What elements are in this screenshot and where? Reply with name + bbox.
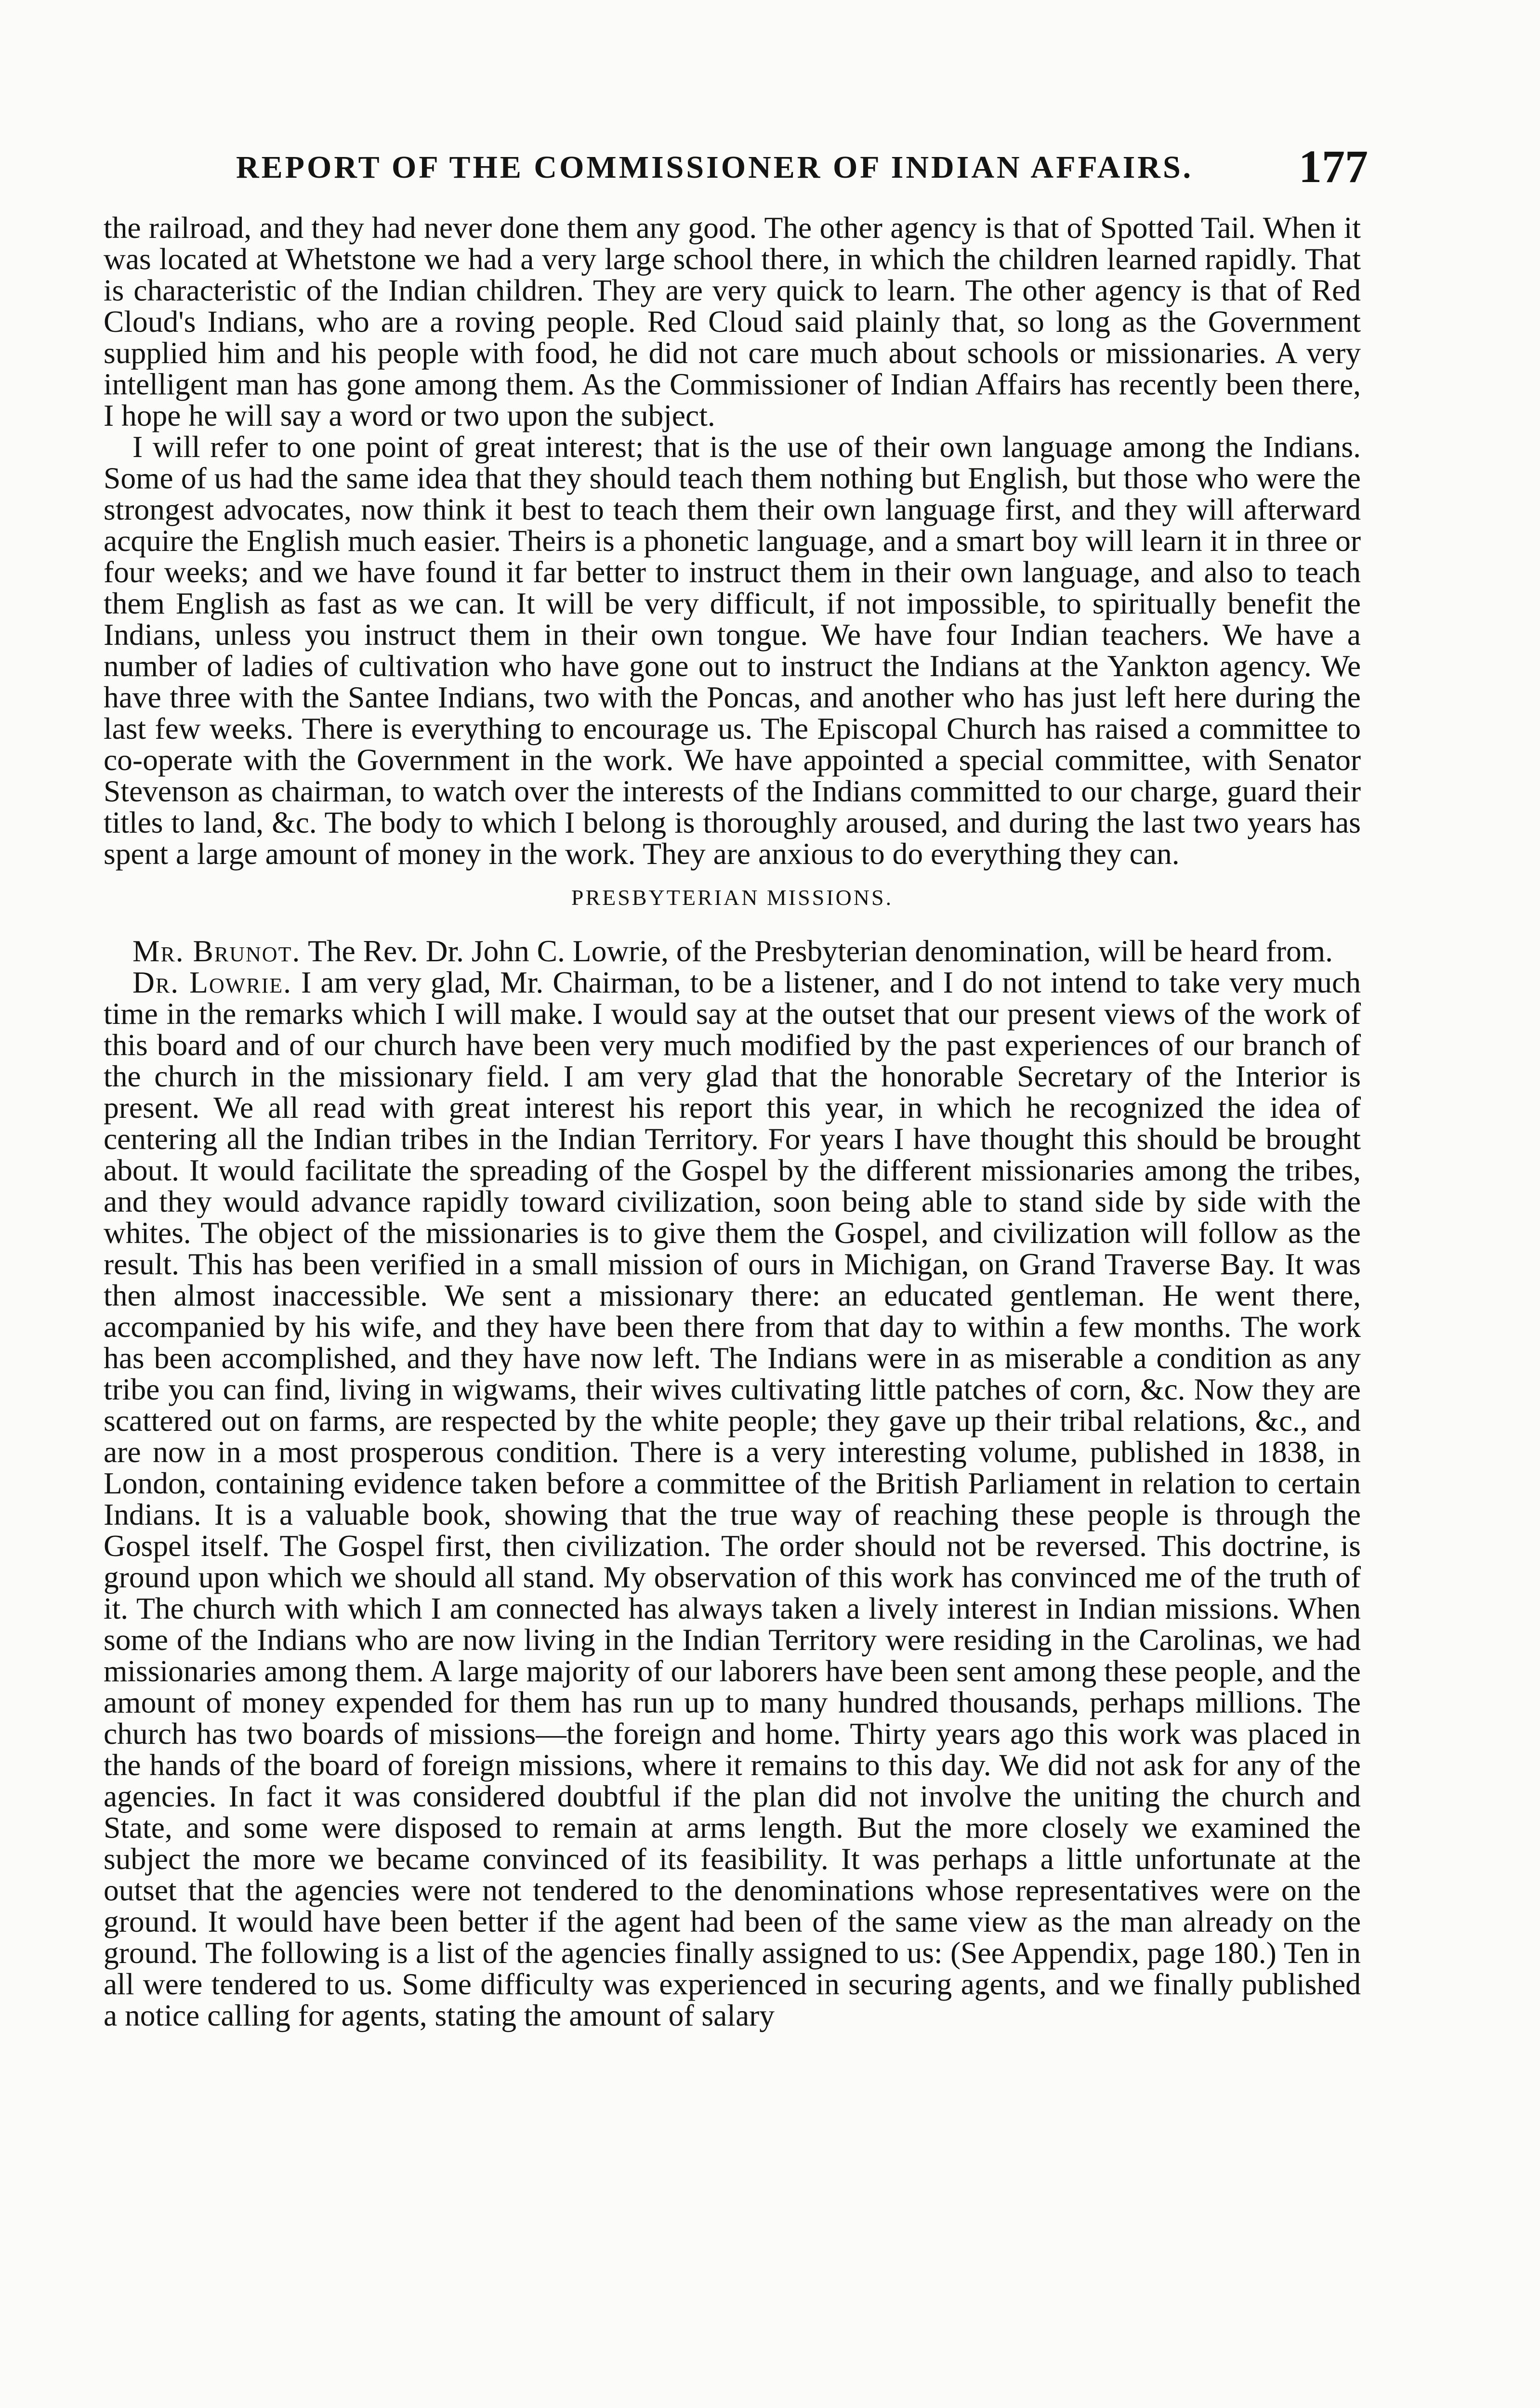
running-head: REPORT OF THE COMMISSIONER OF INDIAN AFFAIRS.: [236, 150, 1194, 185]
paragraph-lowrie: [104, 967, 1361, 2031]
page-number: 177: [1299, 141, 1368, 192]
paragraph: I will refer to one point of great interest; that is the use of their own language among the Indians. Some of us had the same idea that they should teach them nothing but English, but those who were the strongest advocates, now think it best to teach them their own language first, and they will afterward acquire the English much easier. Theirs is a phonetic language, and a smart boy will learn it in three or four weeks; and we have found it far better to instruct them in their own language, and also to teach them English as fast as we can. It will be very difficult, if not impossible, to spiritually benefit the Indians, unless you instruct them in their own tongue. We have four Indian teachers. We have a number of ladies of cultivation who have gone out to instruct the Indians at the Yankton agency. We have three with the Santee Indians, two with the Poncas, and another who has just left here during the last few weeks. There is everything to encourage us. The Episcopal Church has raised a committee to co-operate with the Government in the work. We have appointed a special committee, with Senator Stevenson as chairman, to watch over the interests of the Indians committed to our charge, guard their titles to land, &c. The body to which I belong is thoroughly aroused, and during the last two years has spent a large amount of money in the work. They are anxious to do everything they can.: [104, 430, 1361, 871]
speaker-name: Mr. Brunot.: [132, 934, 301, 968]
section-heading: PRESBYTERIAN MISSIONS.: [571, 885, 894, 910]
body-text: [104, 212, 1361, 2031]
paragraph-brunot: [104, 935, 1361, 967]
page-header: [183, 139, 1368, 196]
paragraph: the railroad, and they had never done them any good. The other agency is that of Spotted Tail. When it was located at Whetstone we had a very large school there, in which the children learned rapidly. That is characteristic of the Indian children. They are very quick to learn. The other agency is that of Red Cloud's Indians, who are a roving people. Red Cloud said plainly that, so long as the Government supplied him and his people with food, he did not care much about schools or missionaries. A very intelligent man has gone among them. As the Commissioner of Indian Affairs has recently been there, I hope he will say a word or two upon the subject.: [104, 210, 1361, 432]
speech-text: I am very glad, Mr. Chairman, to be a listener, and I do not intend to take very much time in the remarks which I will make. I would say at the outset that our present views of the work of this board and of our church have been very much modified by the past experiences of our branch of the church in the missionary field. I am very glad that the honorable Secretary of the Interior is present. We all read with great interest his report this year, in which he recognized the idea of centering all the Indian tribes in the Indian Territory. For years I have thought this should be brought about. It would facilitate the spreading of the Gospel by the different missionaries among the tribes, and they would advance rapidly toward civilization, soon being able to stand side by side with the whites. The object of the missionaries is to give them the Gospel, and civilization will follow as the result. This has been verified in a small mission of ours in Michigan, on Grand Traverse Bay. It was then almost inaccessible. We sent a missionary there: an educated gentleman. He went there, accompanied by his wife, and they have been there from that day to within a few months. The work has been accomplished, and they have now left. The Indians were in as miserable a condition as any tribe you can find, living in wigwams, their wives cultivating little patches of corn, &c. Now they are scattered out on farms, are respected by the white people; they gave up their tribal relations, &c., and are now in a most prosperous condition. There is a very interesting volume, published in 1838, in London, containing evidence taken before a committee of the British Parliament in relation to certain Indians. It is a valuable book, showing that the true way of reaching these people is through the Gospel itself. The Gospel first, then civilization. The order should not be reversed. This doctrine, is ground upon which we should all stand. My observation of this work has convinced me of the truth of it. The church with which I am connected has always taken a lively interest in Indian missions. When some of the Indians who are now living in the Indian Territory were residing in the Carolinas, we had missionaries among them. A large majority of our laborers have been sent among these people, and the amount of money expended for them has run up to many hundred thousands, perhaps millions. The church has two boards of missions—the foreign and home. Thirty years ago this work was placed in the hands of the board of foreign missions, where it remains to this day. We did not ask for any of the agencies. In fact it was considered doubtful if the plan did not involve the uniting the church and State, and some were disposed to remain at arms length. But the more closely we examined the subject the more we became convinced of its feasibility. It was perhaps a little unfortunate at the outset that the agencies were not tendered to the denominations whose representatives were on the ground. It would have been better if the agent had been of the same view as the man already on the ground. The following is a list of the agencies finally assigned to us: (See Appendix, page 180.) Ten in all were tendered to us. Some difficulty was experienced in securing agents, and we finally published a notice calling for agents, stating the amount of salary: [104, 965, 1361, 2032]
speaker-name: Dr. Lowrie.: [132, 965, 292, 999]
speech-text: The Rev. Dr. John C. Lowrie, of the Presbyterian denomination, will be heard from.: [308, 934, 1333, 968]
